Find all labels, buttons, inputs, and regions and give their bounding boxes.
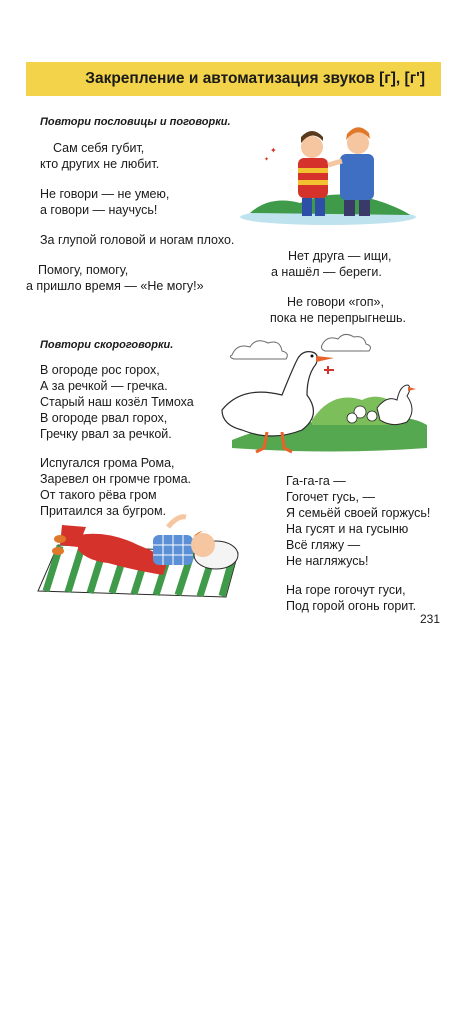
boy-right-leg — [344, 200, 355, 216]
text-line: Я семьёй своей горжусь! — [286, 506, 431, 520]
chapter-header-band — [26, 62, 441, 96]
text-line: Всё гляжу — — [286, 538, 361, 552]
boy-lying-illustration — [38, 505, 248, 600]
text-line: Гречку рвал за речкой. — [40, 427, 172, 441]
text-line: На гусят и на гусыню — [286, 522, 409, 536]
small-goose-body — [377, 385, 412, 425]
boy-shoe — [52, 547, 64, 555]
big-goose-body — [222, 352, 317, 436]
text-line: Притаился за бугром. — [40, 504, 167, 518]
butterfly-icon: ✦ — [270, 146, 277, 155]
page-number: 231 — [420, 612, 441, 626]
text-line: Помогу, помогу, — [38, 263, 129, 277]
text-line: А за речкой — гречка. — [40, 379, 168, 393]
boy-left-shirt — [298, 158, 328, 198]
gosling-body — [347, 413, 357, 423]
text-line: Нет друга — ищи, — [288, 249, 392, 263]
shirt-stripe — [298, 180, 328, 185]
text-line: Сам себя губит, — [53, 141, 145, 155]
geese-illustration — [212, 330, 437, 465]
text-line: Испугался грома Рома, — [40, 456, 175, 470]
boy-shoe — [54, 535, 66, 543]
text-line: Га-га-га — — [286, 474, 346, 488]
section-heading-tongue-twisters: Повтори скороговорки. — [40, 339, 174, 351]
cloud-shape — [230, 341, 287, 359]
boy-right-shirt — [340, 154, 374, 200]
cloud-shape — [321, 334, 370, 351]
text-line: кто других не любит. — [40, 157, 160, 171]
text-line: Не говори — не умею, — [40, 187, 170, 201]
boy-arm — [168, 517, 186, 527]
text-line: а пришло время — «Не могу!» — [26, 279, 204, 293]
island-shape — [250, 194, 410, 215]
text-line: На горе гогочут гуси, — [286, 583, 406, 597]
boy-left-leg — [302, 198, 312, 216]
chapter-title: Закрепление и автоматизация звуков [г], [г'] — [85, 70, 425, 87]
text-line: Под горой огонь горит. — [286, 599, 417, 613]
goose-beak — [316, 356, 334, 362]
shirt-stripe — [298, 168, 328, 173]
goose-beak — [408, 387, 416, 391]
text-line: а говори — научусь! — [40, 203, 158, 217]
section-heading-proverbs: Повтори пословицы и поговорки. — [40, 116, 231, 128]
text-line: а нашёл — береги. — [271, 265, 382, 279]
text-line: Заревел он громче грома. — [40, 472, 192, 486]
goose-eye — [311, 355, 314, 358]
gosling-body — [367, 411, 377, 421]
two-boys-illustration — [240, 125, 415, 225]
text-line: За глупой головой и ногам плохо. — [40, 233, 235, 247]
boy-right-leg — [359, 200, 370, 216]
boy-face — [191, 533, 215, 557]
text-line: Гогочет гусь, — — [286, 490, 375, 504]
text-line: Старый наш козёл Тимоха — [40, 395, 194, 409]
text-line: В огороде рос горох, — [40, 363, 160, 377]
boy-arm — [328, 161, 342, 165]
butterfly-icon: ✦ — [264, 156, 270, 163]
text-line: Не говори «гоп», — [287, 295, 384, 309]
text-line: Не нагляжусь! — [286, 554, 369, 568]
dragonfly-icon — [324, 366, 334, 374]
text-line: В огороде рвал горох, — [40, 411, 168, 425]
text-line: От такого рёва гром — [40, 488, 157, 502]
text-line: пока не перепрыгнешь. — [270, 311, 406, 325]
boy-left-leg — [315, 198, 325, 216]
